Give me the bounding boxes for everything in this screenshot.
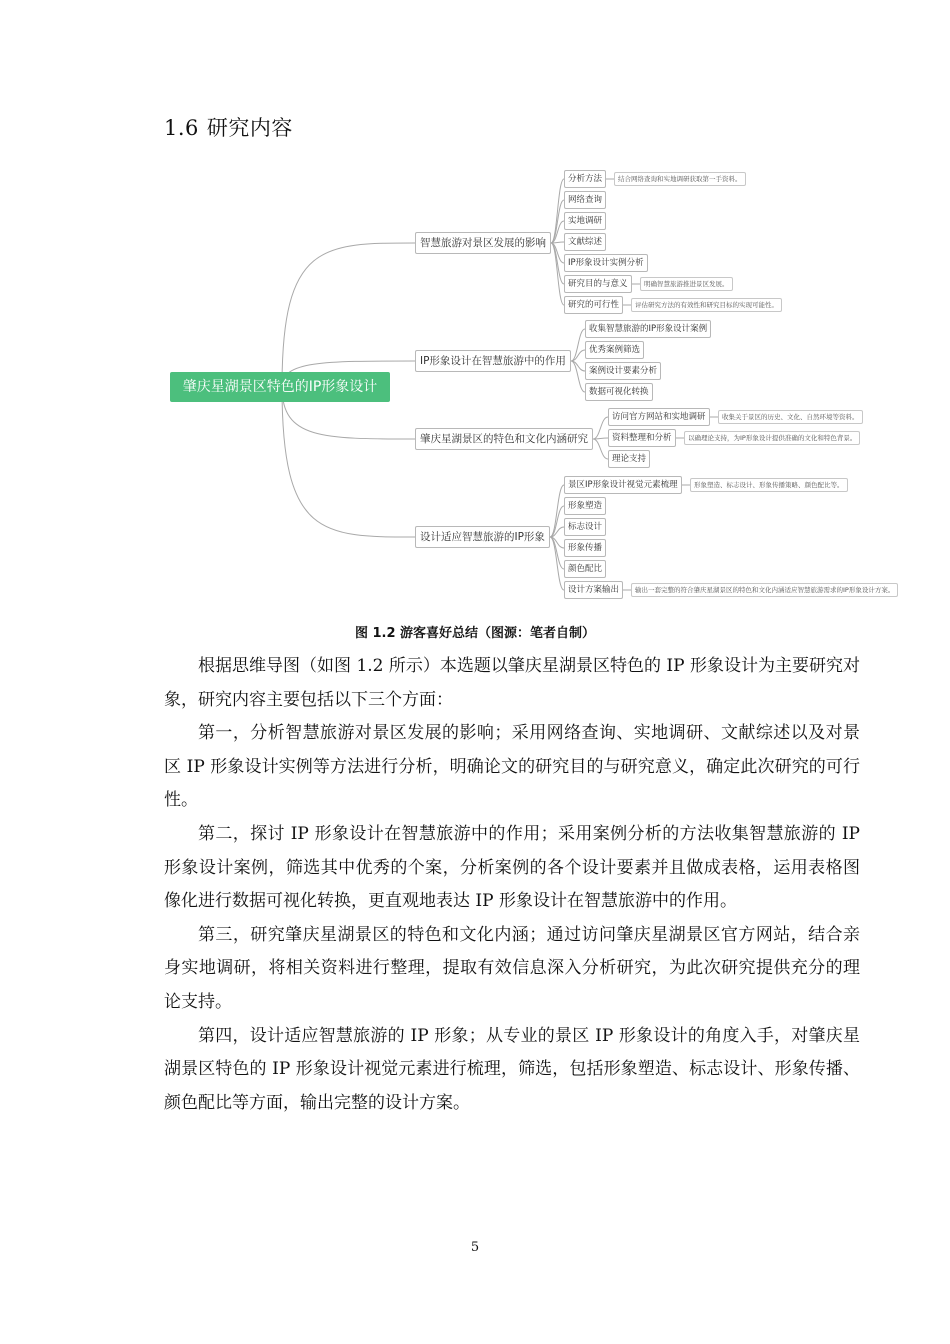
paragraph-third: 第三，研究肇庆星湖景区的特色和文化内涵；通过访问肇庆星湖景区官方网站，结合亲身实地调研，将相关资料进行整理，提取有效信息深入分析研究，为此次研究提供充分的理论支持。 bbox=[164, 924, 860, 1012]
figure-caption: 图 1.2 游客喜好总结（图源：笔者自制） bbox=[354, 626, 596, 641]
mind-map-leaf: 景区IP形象设计视觉元素梳理 bbox=[564, 476, 682, 494]
paragraph-first: 第一，分析智慧旅游对景区发展的影响；采用网络查询、实地调研、文献综述以及对景区 IP 形象设计实例等方法进行分析，明确论文的研究目的与研究意义，确定此次研究的可行性。 bbox=[164, 723, 860, 811]
paragraph-intro: 根据思维导图（如图 1.2 所示）本选题以肇庆星湖景区特色的 IP 形象设计为主要研究对象，研究内容主要包括以下三个方面： bbox=[164, 656, 860, 710]
paragraph-second: 第二，探讨 IP 形象设计在智慧旅游中的作用；采用案例分析的方法收集智慧旅游的 IP 形象设计案例，筛选其中优秀的个案，分析案例的各个设计要素并且做成表格，运用表格图像化进行数据可视化转换，更直观地表达 IP 形象设计在智慧旅游中的作用。 bbox=[164, 823, 860, 912]
mind-map-leaf: 优秀案例筛选 bbox=[585, 341, 644, 359]
mind-map-branch: IP形象设计在智慧旅游中的作用 bbox=[415, 350, 571, 372]
mind-map-leaf: 设计方案输出 bbox=[564, 581, 623, 599]
mind-map-note: 形象塑造、标志设计、形象传播策略、颜色配比等。 bbox=[690, 478, 848, 492]
section-title: 研究内容 bbox=[206, 116, 293, 140]
mind-map-leaf: IP形象设计实例分析 bbox=[564, 254, 648, 272]
mind-map-leaf: 研究的可行性 bbox=[564, 296, 623, 314]
mind-map-leaf: 分析方法 bbox=[564, 170, 606, 188]
mind-map-note: 结合网络查询和实地调研获取第一手资料。 bbox=[614, 172, 746, 186]
mind-map-branch: 肇庆星湖景区的特色和文化内涵研究 bbox=[415, 428, 593, 450]
mind-map-leaf: 资料整理和分析 bbox=[608, 429, 676, 447]
section-number: 1.6 bbox=[164, 116, 199, 140]
mind-map-leaf: 形象传播 bbox=[564, 539, 606, 557]
mind-map-note: 收集关于景区的历史、文化、自然环境等资料。 bbox=[718, 410, 863, 424]
mind-map-leaf: 实地调研 bbox=[564, 212, 606, 230]
mind-map-branch: 智慧旅游对景区发展的影响 bbox=[415, 232, 551, 254]
mind-map-leaf: 理论支持 bbox=[608, 450, 650, 468]
mind-map-leaf: 形象塑造 bbox=[564, 497, 606, 515]
mind-map bbox=[160, 160, 920, 605]
page-number: 5 bbox=[470, 1240, 480, 1255]
mind-map-leaf: 研究目的与意义 bbox=[564, 275, 632, 293]
mind-map-note: 明确智慧旅游推进景区发展。 bbox=[640, 277, 733, 291]
mind-map-leaf: 案例设计要素分析 bbox=[585, 362, 661, 380]
mind-map-note: 评估研究方法的有效性和研究目标的实现可能性。 bbox=[631, 298, 782, 312]
mind-map-leaf: 文献综述 bbox=[564, 233, 606, 251]
section-heading bbox=[164, 112, 293, 142]
mind-map-leaf: 收集智慧旅游的IP形象设计案例 bbox=[585, 320, 711, 338]
mind-map-leaf: 标志设计 bbox=[564, 518, 606, 536]
mind-map-leaf: 数据可视化转换 bbox=[585, 383, 653, 401]
mind-map-leaf: 网络查询 bbox=[564, 191, 606, 209]
mind-map-note: 以确理论支持，为IP形象设计提供准确的文化和特色背景。 bbox=[684, 431, 860, 445]
mind-map-root: 肇庆星湖景区特色的IP形象设计 bbox=[170, 372, 390, 402]
body-text bbox=[164, 650, 860, 1120]
mind-map-note: 输出一套完整的符合肇庆星湖景区的特色和文化内涵适应智慧旅游需求的IP形象设计方案。 bbox=[631, 583, 898, 597]
mind-map-leaf: 颜色配比 bbox=[564, 560, 606, 578]
paragraph-fourth: 第四，设计适应智慧旅游的 IP 形象；从专业的景区 IP 形象设计的角度入手，对肇庆星湖景区特色的 IP 形象设计视觉元素进行梳理，筛选，包括形象塑造、标志设计、形象传播、颜色配比等方面，输出完整的设计方案。 bbox=[164, 1025, 860, 1113]
mind-map-branch: 设计适应智慧旅游的IP形象 bbox=[415, 526, 550, 548]
mind-map-leaf: 访问官方网站和实地调研 bbox=[608, 408, 710, 426]
